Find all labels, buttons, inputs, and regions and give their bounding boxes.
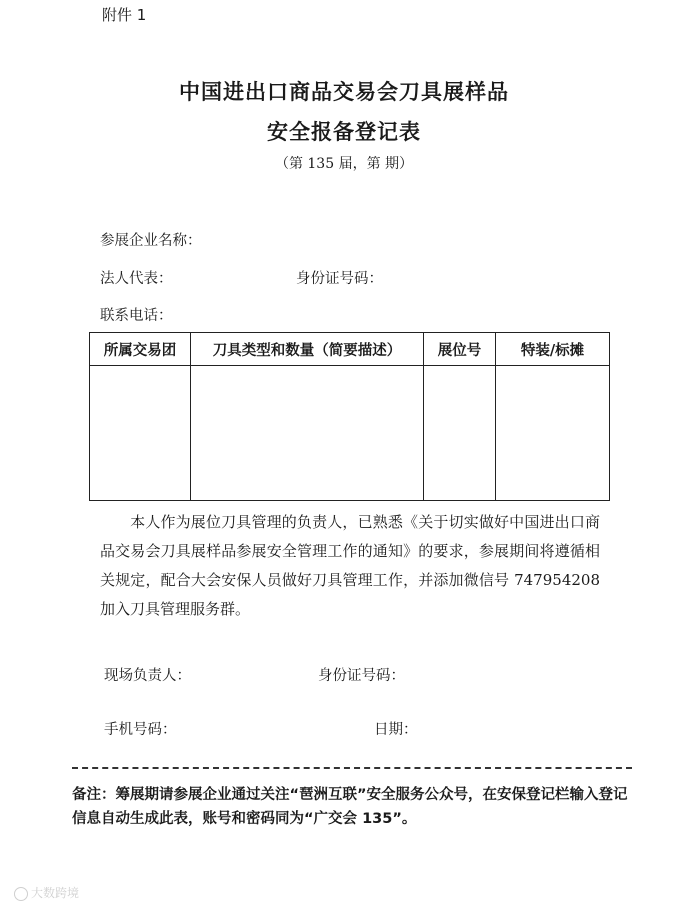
- contact-phone-field: 联系电话：: [100, 308, 173, 324]
- watermark: [14, 884, 79, 901]
- header-trade-delegation: 所属交易团: [90, 333, 191, 366]
- document-title-line2: 安全报备登记表: [267, 119, 421, 144]
- company-name-field: 参展企业名称：: [100, 233, 202, 249]
- legal-rep-field: 法人代表：: [100, 271, 173, 287]
- header-booth-type: 特装/标摊: [496, 333, 610, 366]
- date-field: 日期：: [374, 722, 418, 738]
- onsite-person-field: 现场负责人：: [104, 668, 191, 684]
- mobile-field: 手机号码：: [104, 722, 177, 738]
- onsite-id-number-field: 身份证号码：: [318, 668, 405, 684]
- table-header-row: [90, 333, 610, 366]
- header-booth-number: 展位号: [424, 333, 496, 366]
- id-number-field: 身份证号码：: [296, 271, 383, 287]
- document-title-line1: 中国进出口商品交易会刀具展样品: [179, 79, 509, 104]
- note-text: 备注：筹展期请参展企业通过关注“琶洲互联”安全服务公众号，在安保登记栏输入登记信息自动生成此表，账号和密码同为“广交会 135”。: [72, 787, 628, 827]
- statement-text: 本人作为展位刀具管理的负责人，已熟悉《关于切实做好中国进出口商品交易会刀具展样品参展安全管理工作的通知》的要求，参展期间将遵循相关规定，配合大会安保人员做好刀具管理工作，并添加微信号 747954208 加入刀具管理服务群。: [100, 513, 600, 618]
- registration-table: [89, 332, 610, 501]
- table-row: [90, 366, 610, 501]
- header-knife-type-quantity: 刀具类型和数量（简要描述）: [191, 333, 424, 366]
- dashed-divider: [72, 767, 632, 769]
- session-line: （第 135 届，第 期）: [274, 156, 414, 172]
- statement-paragraph: [100, 508, 600, 624]
- cell-booth-type[interactable]: [496, 366, 610, 501]
- watermark-text: 大数跨境: [31, 886, 80, 900]
- cell-booth-number[interactable]: [424, 366, 496, 501]
- cell-trade-delegation[interactable]: [90, 366, 191, 501]
- cell-knife-type-quantity[interactable]: [191, 366, 424, 501]
- watermark-logo-icon: [14, 887, 28, 901]
- attachment-label: 附件 1: [102, 6, 147, 24]
